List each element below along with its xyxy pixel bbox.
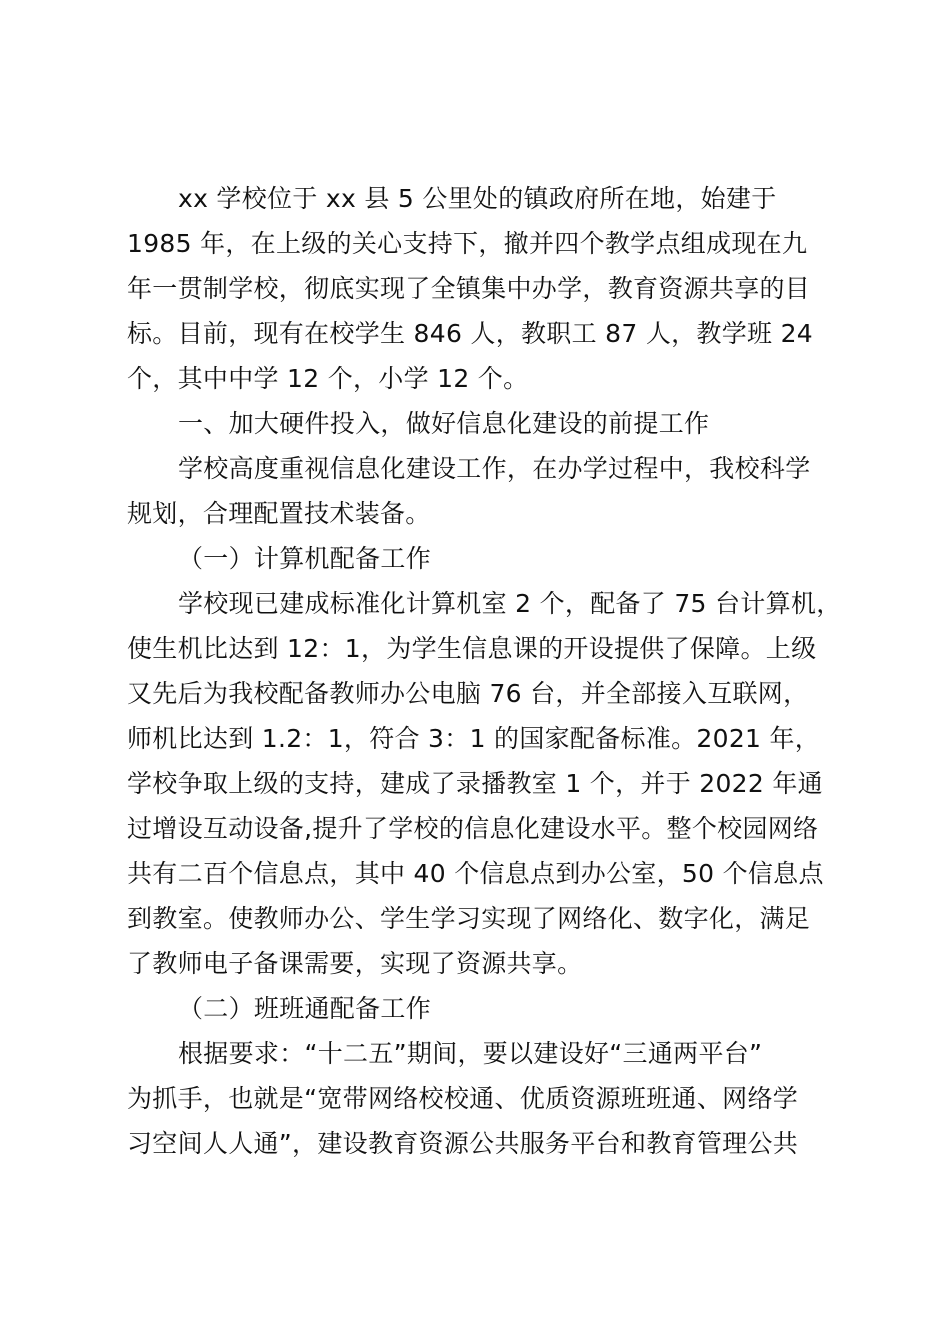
paragraph-line: xx 学校位于 xx 县 5 公里处的镇政府所在地，始建于: [178, 184, 777, 213]
paragraph-line: 为抓手，也就是“宽带网络校校通、优质资源班班通、网络学: [127, 1084, 799, 1113]
paragraph-line: 标。目前，现有在校学生 846 人，教职工 87 人，教学班 24: [127, 319, 813, 348]
paragraph-line: 学校高度重视信息化建设工作，在办学过程中，我校科学: [178, 454, 811, 483]
paragraph-line: 师机比达到 1.2：1，符合 3：1 的国家配备标准。2021 年，: [127, 724, 821, 753]
paragraph-line: 了教师电子备课需要，实现了资源共享。: [127, 949, 583, 978]
paragraph-line: 规划，合理配置技术装备。: [127, 499, 431, 528]
paragraph-line: 又先后为我校配备教师办公电脑 76 台，并全部接入互联网，: [127, 679, 809, 708]
paragraph-line: 个，其中中学 12 个，小学 12 个。: [127, 364, 529, 393]
paragraph-line: 共有二百个信息点，其中 40 个信息点到办公室，50 个信息点: [127, 859, 824, 888]
subsection-heading: （二）班班通配备工作: [178, 994, 432, 1023]
paragraph-line: 年一贯制学校，彻底实现了全镇集中办学，教育资源共享的目: [127, 274, 811, 303]
paragraph-line: 习空间人人通”，建设教育资源公共服务平台和教育管理公共: [127, 1129, 799, 1158]
paragraph-line: 学校争取上级的支持，建成了录播教室 1 个，并于 2022 年通: [127, 769, 823, 798]
section-heading: 一、加大硬件投入，做好信息化建设的前提工作: [178, 409, 710, 438]
paragraph-line: 学校现已建成标准化计算机室 2 个，配备了 75 台计算机，: [178, 589, 842, 618]
paragraph-line: 到教室。使教师办公、学生学习实现了网络化、数字化，满足: [127, 904, 811, 933]
paragraph-line: 根据要求：“十二五”期间，要以建设好“三通两平台”: [178, 1039, 763, 1068]
paragraph-line: 过增设互动设备,提升了学校的信息化建设水平。整个校园网络: [127, 814, 819, 843]
paragraph-line: 使生机比达到 12：1，为学生信息课的开设提供了保障。上级: [127, 634, 817, 663]
paragraph-line: 1985 年，在上级的关心支持下，撤并四个教学点组成现在九: [127, 229, 808, 258]
subsection-heading: （一）计算机配备工作: [178, 544, 432, 573]
document-body: [127, 176, 842, 1166]
